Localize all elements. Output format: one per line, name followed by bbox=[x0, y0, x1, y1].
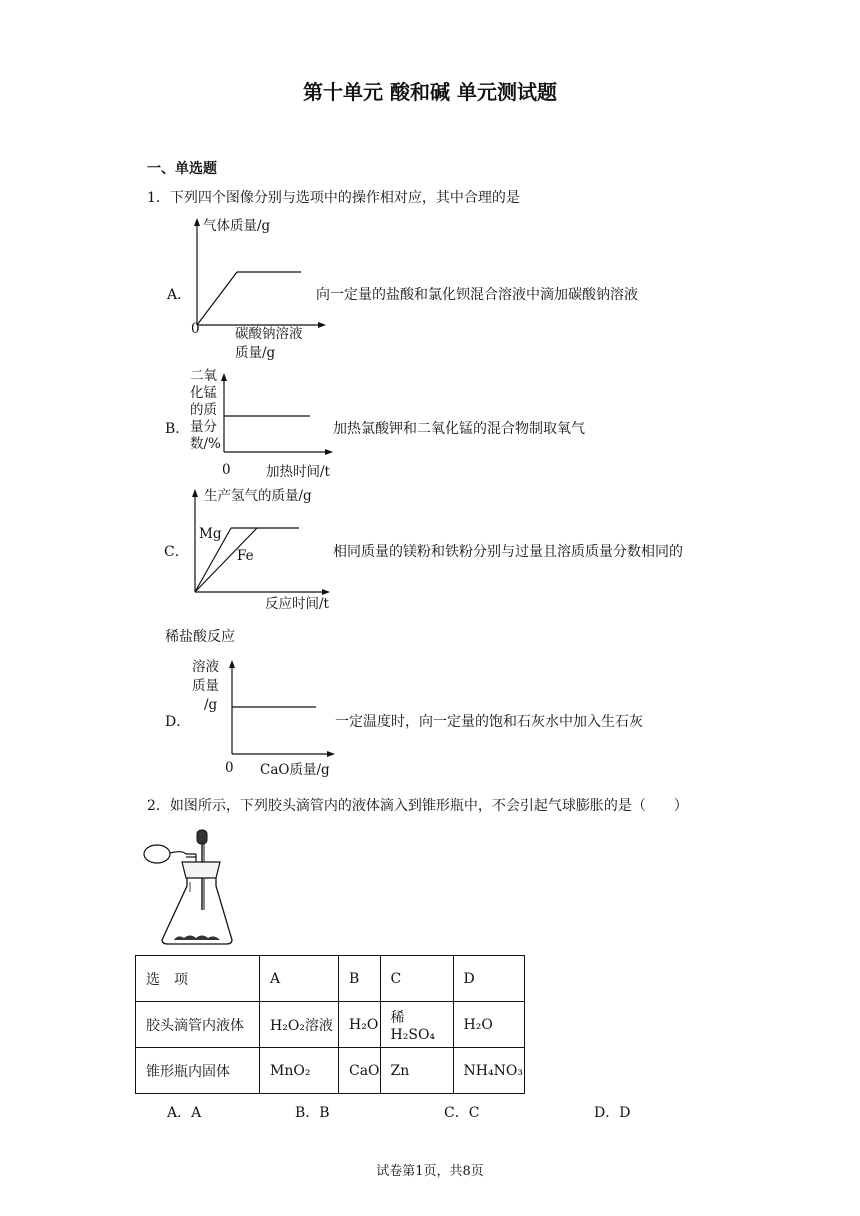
q1-option-c-label: C． bbox=[164, 544, 189, 560]
graph-c-ylabel: 生产氢气的质量/g bbox=[204, 488, 312, 504]
q2-choice-a: A．A bbox=[167, 1105, 202, 1121]
table-cell: NH₄NO₃ bbox=[453, 1048, 524, 1094]
graph-b-ylabel-line2: 化锰 bbox=[190, 385, 217, 401]
q1-option-a-label: A． bbox=[167, 287, 192, 303]
table-cell: 选 项 bbox=[136, 956, 260, 1002]
q1-graph-b bbox=[188, 368, 338, 480]
q1-option-c-desc: 相同质量的镁粉和铁粉分别与过量且溶质质量分数相同的 bbox=[333, 544, 683, 560]
table-cell: 胶头滴管内液体 bbox=[136, 1002, 260, 1048]
graph-b-ylabel-line5: 数/% bbox=[190, 436, 221, 452]
graph-b-ylabel-line1: 二氧 bbox=[190, 368, 217, 384]
q2-options-table bbox=[135, 955, 525, 1094]
table-row bbox=[136, 1048, 525, 1094]
table-cell: D bbox=[453, 956, 524, 1002]
graph-c-line-mg: Mg bbox=[199, 526, 222, 542]
q1-option-c-desc-cont: 稀盐酸反应 bbox=[165, 629, 235, 645]
graph-a-xlabel-line2: 质量/g bbox=[235, 345, 276, 361]
q1-option-d-label: D． bbox=[165, 714, 191, 730]
q1-option-b-desc: 加热氯酸钾和二氧化锰的混合物制取氧气 bbox=[333, 421, 585, 437]
q2-choice-d: D．D bbox=[594, 1105, 631, 1121]
graph-b-ylabel-line4: 量分 bbox=[190, 419, 217, 435]
table-cell: CaO bbox=[339, 1048, 381, 1094]
q1-graph-c bbox=[185, 484, 335, 614]
table-row bbox=[136, 956, 525, 1002]
table-cell: C bbox=[380, 956, 453, 1002]
graph-b-ylabel-line3: 的质 bbox=[190, 402, 217, 418]
page-footer: 试卷第1页，共8页 bbox=[376, 1164, 484, 1179]
graph-d-origin: 0 bbox=[225, 760, 234, 776]
question-1-stem: 1．下列四个图像分别与选项中的操作相对应，其中合理的是 bbox=[147, 190, 520, 206]
graph-a-xlabel-line1: 碳酸钠溶液 bbox=[235, 326, 303, 342]
table-cell: H₂O₂溶液 bbox=[260, 1002, 339, 1048]
q1-graph-a bbox=[185, 210, 325, 365]
graph-b-origin: 0 bbox=[222, 462, 231, 478]
q2-choice-c: C．C bbox=[444, 1105, 480, 1121]
graph-c-line-fe: Fe bbox=[237, 548, 254, 564]
graph-b-xlabel: 加热时间/t bbox=[266, 464, 330, 480]
question-2-stem: 2．如图所示，下列胶头滴管内的液体滴入到锥形瓶中，不会引起气球膨胀的是（ ） bbox=[147, 798, 688, 814]
table-cell: 稀 H₂SO₄ bbox=[380, 1002, 453, 1048]
table-row bbox=[136, 1002, 525, 1048]
graph-a-ylabel: 气体质量/g bbox=[203, 218, 271, 234]
table-cell: H₂O bbox=[453, 1002, 524, 1048]
table-cell: 锥形瓶内固体 bbox=[136, 1048, 260, 1094]
table-cell: H₂O bbox=[339, 1002, 381, 1048]
graph-d-xlabel: CaO质量/g bbox=[260, 762, 330, 778]
graph-d-ylabel-line3: /g bbox=[204, 697, 218, 713]
table-cell: MnO₂ bbox=[260, 1048, 339, 1094]
flask-apparatus-figure bbox=[140, 826, 235, 948]
page-title: 第十单元 酸和碱 单元测试题 bbox=[303, 80, 557, 104]
section-heading: 一、单选题 bbox=[147, 161, 217, 177]
table-cell: B bbox=[339, 956, 381, 1002]
q2-choice-b: B．B bbox=[295, 1105, 330, 1121]
graph-d-ylabel-line2: 质量 bbox=[192, 678, 219, 694]
q1-option-a-desc: 向一定量的盐酸和氯化钡混合溶液中滴加碳酸钠溶液 bbox=[316, 287, 638, 303]
q1-graph-d bbox=[190, 655, 340, 780]
q1-option-b-label: B． bbox=[165, 421, 190, 437]
table-cell: A bbox=[260, 956, 339, 1002]
graph-d-ylabel-line1: 溶液 bbox=[192, 659, 219, 675]
graph-a-origin: 0 bbox=[191, 321, 200, 337]
q1-option-d-desc: 一定温度时，向一定量的饱和石灰水中加入生石灰 bbox=[335, 714, 643, 730]
table-cell: Zn bbox=[380, 1048, 453, 1094]
graph-c-xlabel: 反应时间/t bbox=[265, 596, 329, 612]
